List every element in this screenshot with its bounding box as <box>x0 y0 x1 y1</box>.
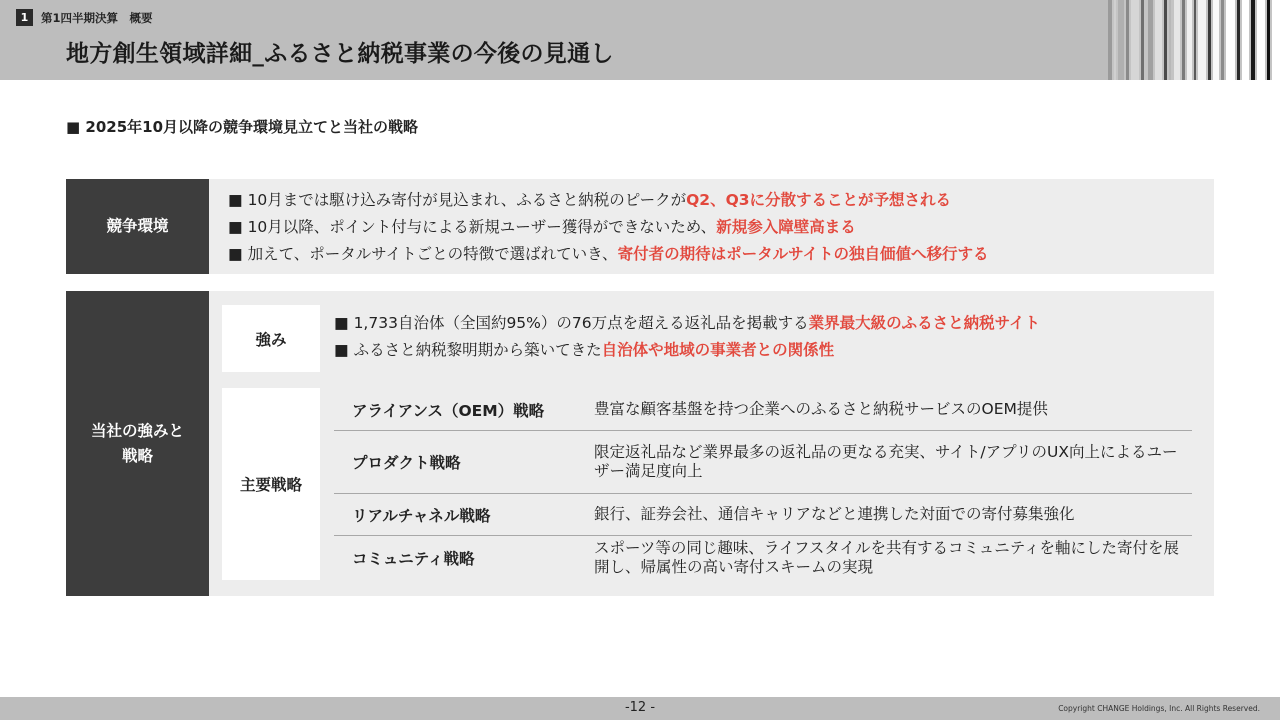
section-number-badge: 1 <box>16 9 33 26</box>
bullet-text: ■ 10月までは駆け込み寄付が見込まれ、ふるさと納税のピークが <box>228 191 687 209</box>
strength-label: 強み <box>222 305 320 372</box>
competition-label: 競争環境 <box>66 179 209 274</box>
bullet-highlight: 新規参入障壁高まる <box>716 218 856 236</box>
section-subheading: ■ 2025年10月以降の競争環境見立てと当社の戦略 <box>66 118 419 136</box>
competition-bullet <box>228 214 988 241</box>
header-bar <box>0 0 1280 80</box>
strategy-label <box>66 291 209 596</box>
competition-bullet <box>228 241 988 268</box>
strategy-name: プロダクト戦略 <box>352 454 461 472</box>
strategy-description: スポーツ等の同じ趣味、ライフスタイルを共有するコミュニティを軸にした寄付を展開し、帰属性の高い寄付スキームの実現 <box>594 538 1179 576</box>
section-tag <box>16 9 153 26</box>
strategy-description: 銀行、証券会社、通信キャリアなどと連携した対面での寄付募集強化 <box>594 505 1075 524</box>
strategy-panel <box>66 291 1214 596</box>
row-divider <box>334 493 1192 494</box>
bullet-text: ■ 1,733自治体（全国約95%）の76万点を超える返礼品を掲載する <box>334 314 809 332</box>
bullet-text: ■ 加えて、ポータルサイトごとの特徴で選ばれていき、 <box>228 245 618 263</box>
strategy-description: 限定返礼品など業界最多の返礼品の更なる充実、サイト/アプリのUX向上によるユーザー満足度向上 <box>594 442 1178 480</box>
bullet-text: ■ 10月以降、ポイント付与による新規ユーザー獲得ができないため、 <box>228 218 717 236</box>
strength-bullet <box>334 337 1040 364</box>
page-number: -12 - <box>624 700 656 715</box>
competition-bullet <box>228 187 988 214</box>
row-divider <box>334 430 1192 431</box>
page-title: 地方創生領域詳細_ふるさと納税事業の今後の見通し <box>66 41 614 67</box>
strength-bullet <box>334 310 1040 337</box>
strategy-label-line1: 当社の強みと <box>90 421 184 440</box>
strategy-label-line2: 戦略 <box>121 446 153 465</box>
strategy-row <box>334 391 1192 429</box>
copyright-notice: Copyright CHANGE Holdings, Inc. All Rights Reserved. <box>1058 704 1260 713</box>
strategy-description: 豊富な顧客基盤を持つ企業へのふるさと納税サービスのOEM提供 <box>594 400 1048 419</box>
strategy-name: コミュニティ戦略 <box>352 550 475 568</box>
strategy-name: リアルチャネル戦略 <box>352 507 491 525</box>
strategy-row <box>334 536 1192 580</box>
bullet-highlight: 業界最大級のふるさと納税サイト <box>808 314 1041 332</box>
bullet-highlight: Q2、Q3に分散することが予想される <box>686 191 952 209</box>
section-label: 第1四半期決算 概要 <box>41 10 153 25</box>
strength-bullets <box>334 310 1040 364</box>
main-strategy-label: 主要戦略 <box>222 388 320 580</box>
strategy-row <box>334 495 1192 535</box>
competition-bullets <box>228 187 988 268</box>
bullet-highlight: 寄付者の期待はポータルサイトの独自価値へ移行する <box>617 245 989 263</box>
bullet-text: ■ ふるさと納税黎明期から築いてきた <box>334 341 602 359</box>
competition-panel <box>66 179 1214 274</box>
strategy-row <box>334 432 1192 492</box>
strategy-name: アライアンス（OEM）戦略 <box>352 402 545 420</box>
footer-bar <box>0 697 1280 720</box>
bullet-highlight: 自治体や地域の事業者との関係性 <box>601 341 835 359</box>
decorative-stripes <box>1108 0 1280 80</box>
